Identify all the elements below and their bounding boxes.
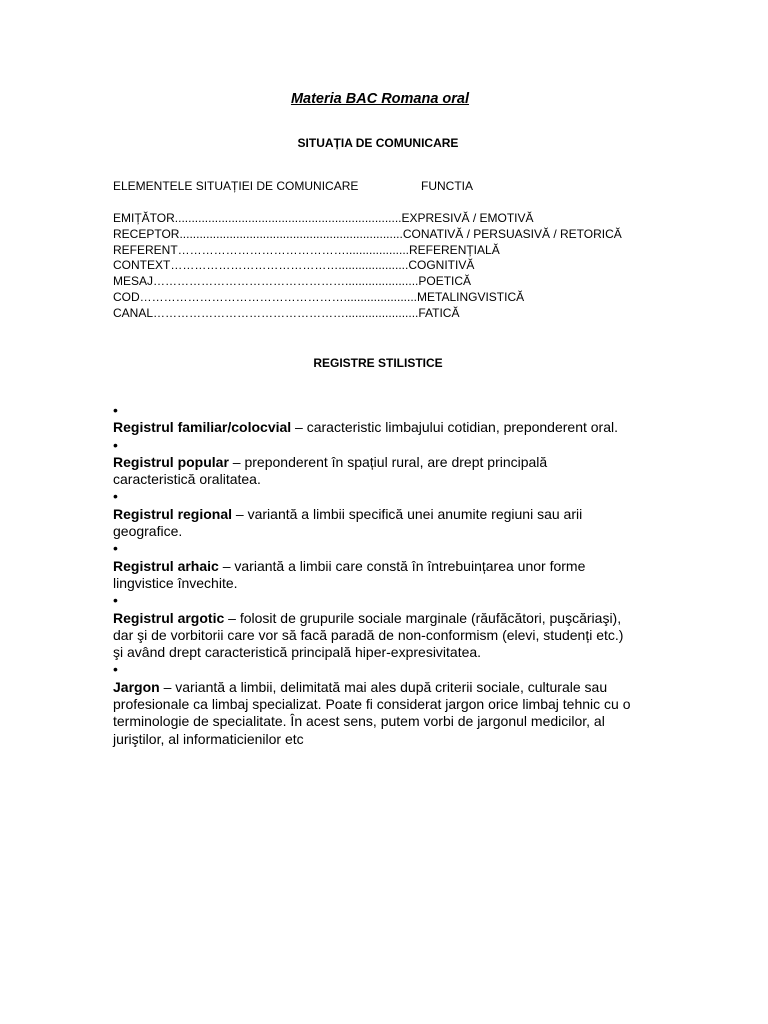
register-text: – preponderent în spațiul rural, are drept principală caracteristică oralitatea.: [113, 453, 548, 488]
elements-table-header: [113, 178, 473, 194]
registers-list: [113, 402, 633, 748]
list-item: [113, 592, 633, 661]
element-row: CANAL…………………………………………......................FATICĂ: [113, 305, 460, 320]
register-term: Registrul arhaic: [113, 557, 219, 574]
element-row: MESAJ…………………………………………......................POETICĂ: [113, 274, 472, 289]
list-item: [113, 437, 633, 489]
bullet-icon: •: [113, 661, 118, 678]
bullet-icon: •: [113, 436, 118, 453]
register-description: [113, 454, 633, 489]
element-row: RECEPTOR...................................................................CONATIVĂ / PERSUASIVĂ / RETORICĂ: [113, 226, 622, 241]
register-description: [113, 558, 633, 593]
section-heading-stylistic-registers: REGISTRE STILISTICE: [313, 356, 443, 370]
register-description: [113, 506, 633, 541]
bullet-icon: •: [113, 488, 118, 505]
list-item: [113, 402, 633, 437]
register-term: Registrul popular: [113, 453, 229, 470]
register-description: [113, 610, 633, 662]
register-term: Registrul regional: [113, 505, 233, 522]
register-term: Jargon: [113, 678, 160, 695]
bullet-icon: •: [113, 402, 118, 418]
document-title: Materia BAC Romana oral: [290, 91, 470, 107]
register-text: – variantă a limbii, delimitată mai ales după criterii sociale, culturale sau profesionale ca limbaj specializat. Poate fi considerat jargon orice limbaj tehnic cu o terminologie de specialitate. În acest sens, putem vorbi de jargonul medicilor, al juriştilor, al informaticienilor etc: [113, 678, 631, 747]
register-term: Registrul argotic: [113, 609, 225, 626]
element-row: COD……………………………………………......................METALINGVISTICĂ: [113, 289, 525, 304]
bullet-icon: •: [113, 540, 118, 557]
list-item: [113, 661, 633, 747]
register-description: [113, 679, 633, 748]
elements-function-list: [113, 211, 622, 322]
header-function-label: FUNCTIA: [421, 179, 473, 193]
bullet-icon: •: [113, 592, 118, 609]
element-row: CONTEXT…………………………………….....................COGNITIVĂ: [113, 258, 475, 273]
element-row: REFERENT……………………………………...................REFERENȚIALĂ: [113, 242, 500, 257]
list-item: [113, 488, 633, 540]
header-elements-label: ELEMENTELE SITUAȚIEI DE COMUNICARE: [113, 179, 359, 193]
register-term: Registrul familiar/colocvial: [113, 419, 292, 436]
register-description: [113, 419, 633, 436]
register-text: – variantă a limbii specifică unei anumite regiuni sau arii geografice.: [113, 505, 583, 540]
section-heading-communication-situation: SITUAȚIA DE COMUNICARE: [297, 136, 459, 150]
register-text: – folosit de grupurile sociale marginale (răufăcători, puşcăriaşi), dar şi de vorbitorii care vor să facă paradă de non-conformism (elevi, studenți etc.) şi având drept caracteristică principală hiper-expresivitatea.: [113, 609, 624, 661]
register-text: – variantă a limbii care constă în întrebuințarea unor forme lingvistice învechite.: [113, 557, 586, 591]
register-text: – caracteristic limbajului cotidian, preponderent oral.: [291, 419, 619, 436]
element-row: EMIȚĂTOR....................................................................EXPRESIVĂ / EMOTIVĂ: [113, 211, 534, 225]
list-item: [113, 540, 633, 592]
